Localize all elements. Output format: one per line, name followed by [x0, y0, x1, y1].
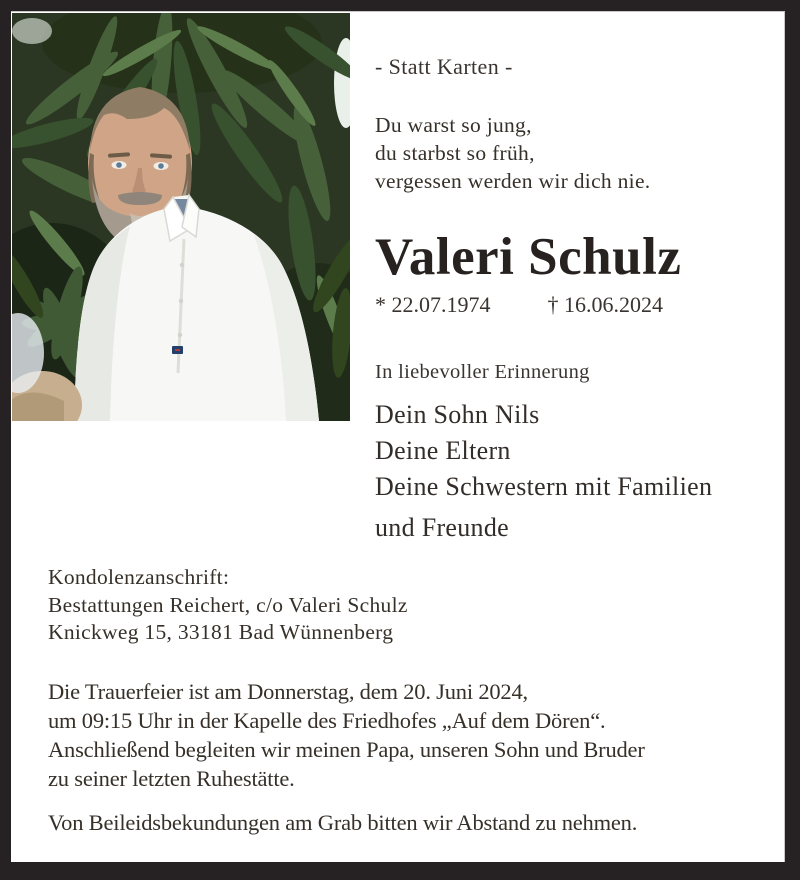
death-date: † 16.06.2024	[547, 292, 663, 317]
obituary-sheet	[11, 11, 785, 862]
closing-note: Von Beileidsbekundungen am Grab bitten wir Abstand zu nehmen.	[48, 809, 638, 835]
condolence-line: Knickweg 15, 33181 Bad Wünnenberg	[48, 620, 394, 644]
portrait-photo	[12, 13, 350, 421]
birth-date: * 22.07.1974	[375, 292, 491, 317]
mourner-line: Deine Schwestern mit Familien	[375, 472, 713, 501]
condolence-label: Kondolenzanschrift:	[48, 565, 230, 589]
verse-line: vergessen werden wir dich nie.	[375, 169, 651, 193]
funeral-line: Anschließend begleiten wir meinen Papa, unseren Sohn und Bruder	[48, 736, 645, 762]
mourner-line: Deine Eltern	[375, 436, 511, 465]
statt-karten-note: - Statt Karten -	[375, 54, 513, 79]
condolence-line: Bestattungen Reichert, c/o Valeri Schulz	[48, 592, 408, 617]
right-column	[375, 12, 777, 546]
life-dates	[375, 292, 777, 318]
verse-line: Du warst so jung,	[375, 113, 532, 137]
condolence-address	[48, 564, 758, 647]
bottom-block	[48, 564, 758, 837]
verse-line: du starbst so früh,	[375, 141, 535, 165]
funeral-line: um 09:15 Uhr in der Kapelle des Friedhofes „Auf dem Dören“.	[48, 707, 606, 733]
memory-line: In liebevoller Erinnerung	[375, 361, 590, 383]
funeral-line: zu seiner letzten Ruhestätte.	[48, 765, 295, 791]
mourners-list	[375, 397, 777, 546]
mourner-line: Dein Sohn Nils	[375, 400, 540, 429]
funeral-info	[48, 677, 758, 793]
deceased-name: Valeri Schulz	[375, 228, 682, 286]
funeral-line: Die Trauerfeier ist am Donnerstag, dem 20. Juni 2024,	[48, 678, 528, 704]
mourner-line: und Freunde	[375, 513, 509, 542]
memorial-verse	[375, 111, 777, 195]
